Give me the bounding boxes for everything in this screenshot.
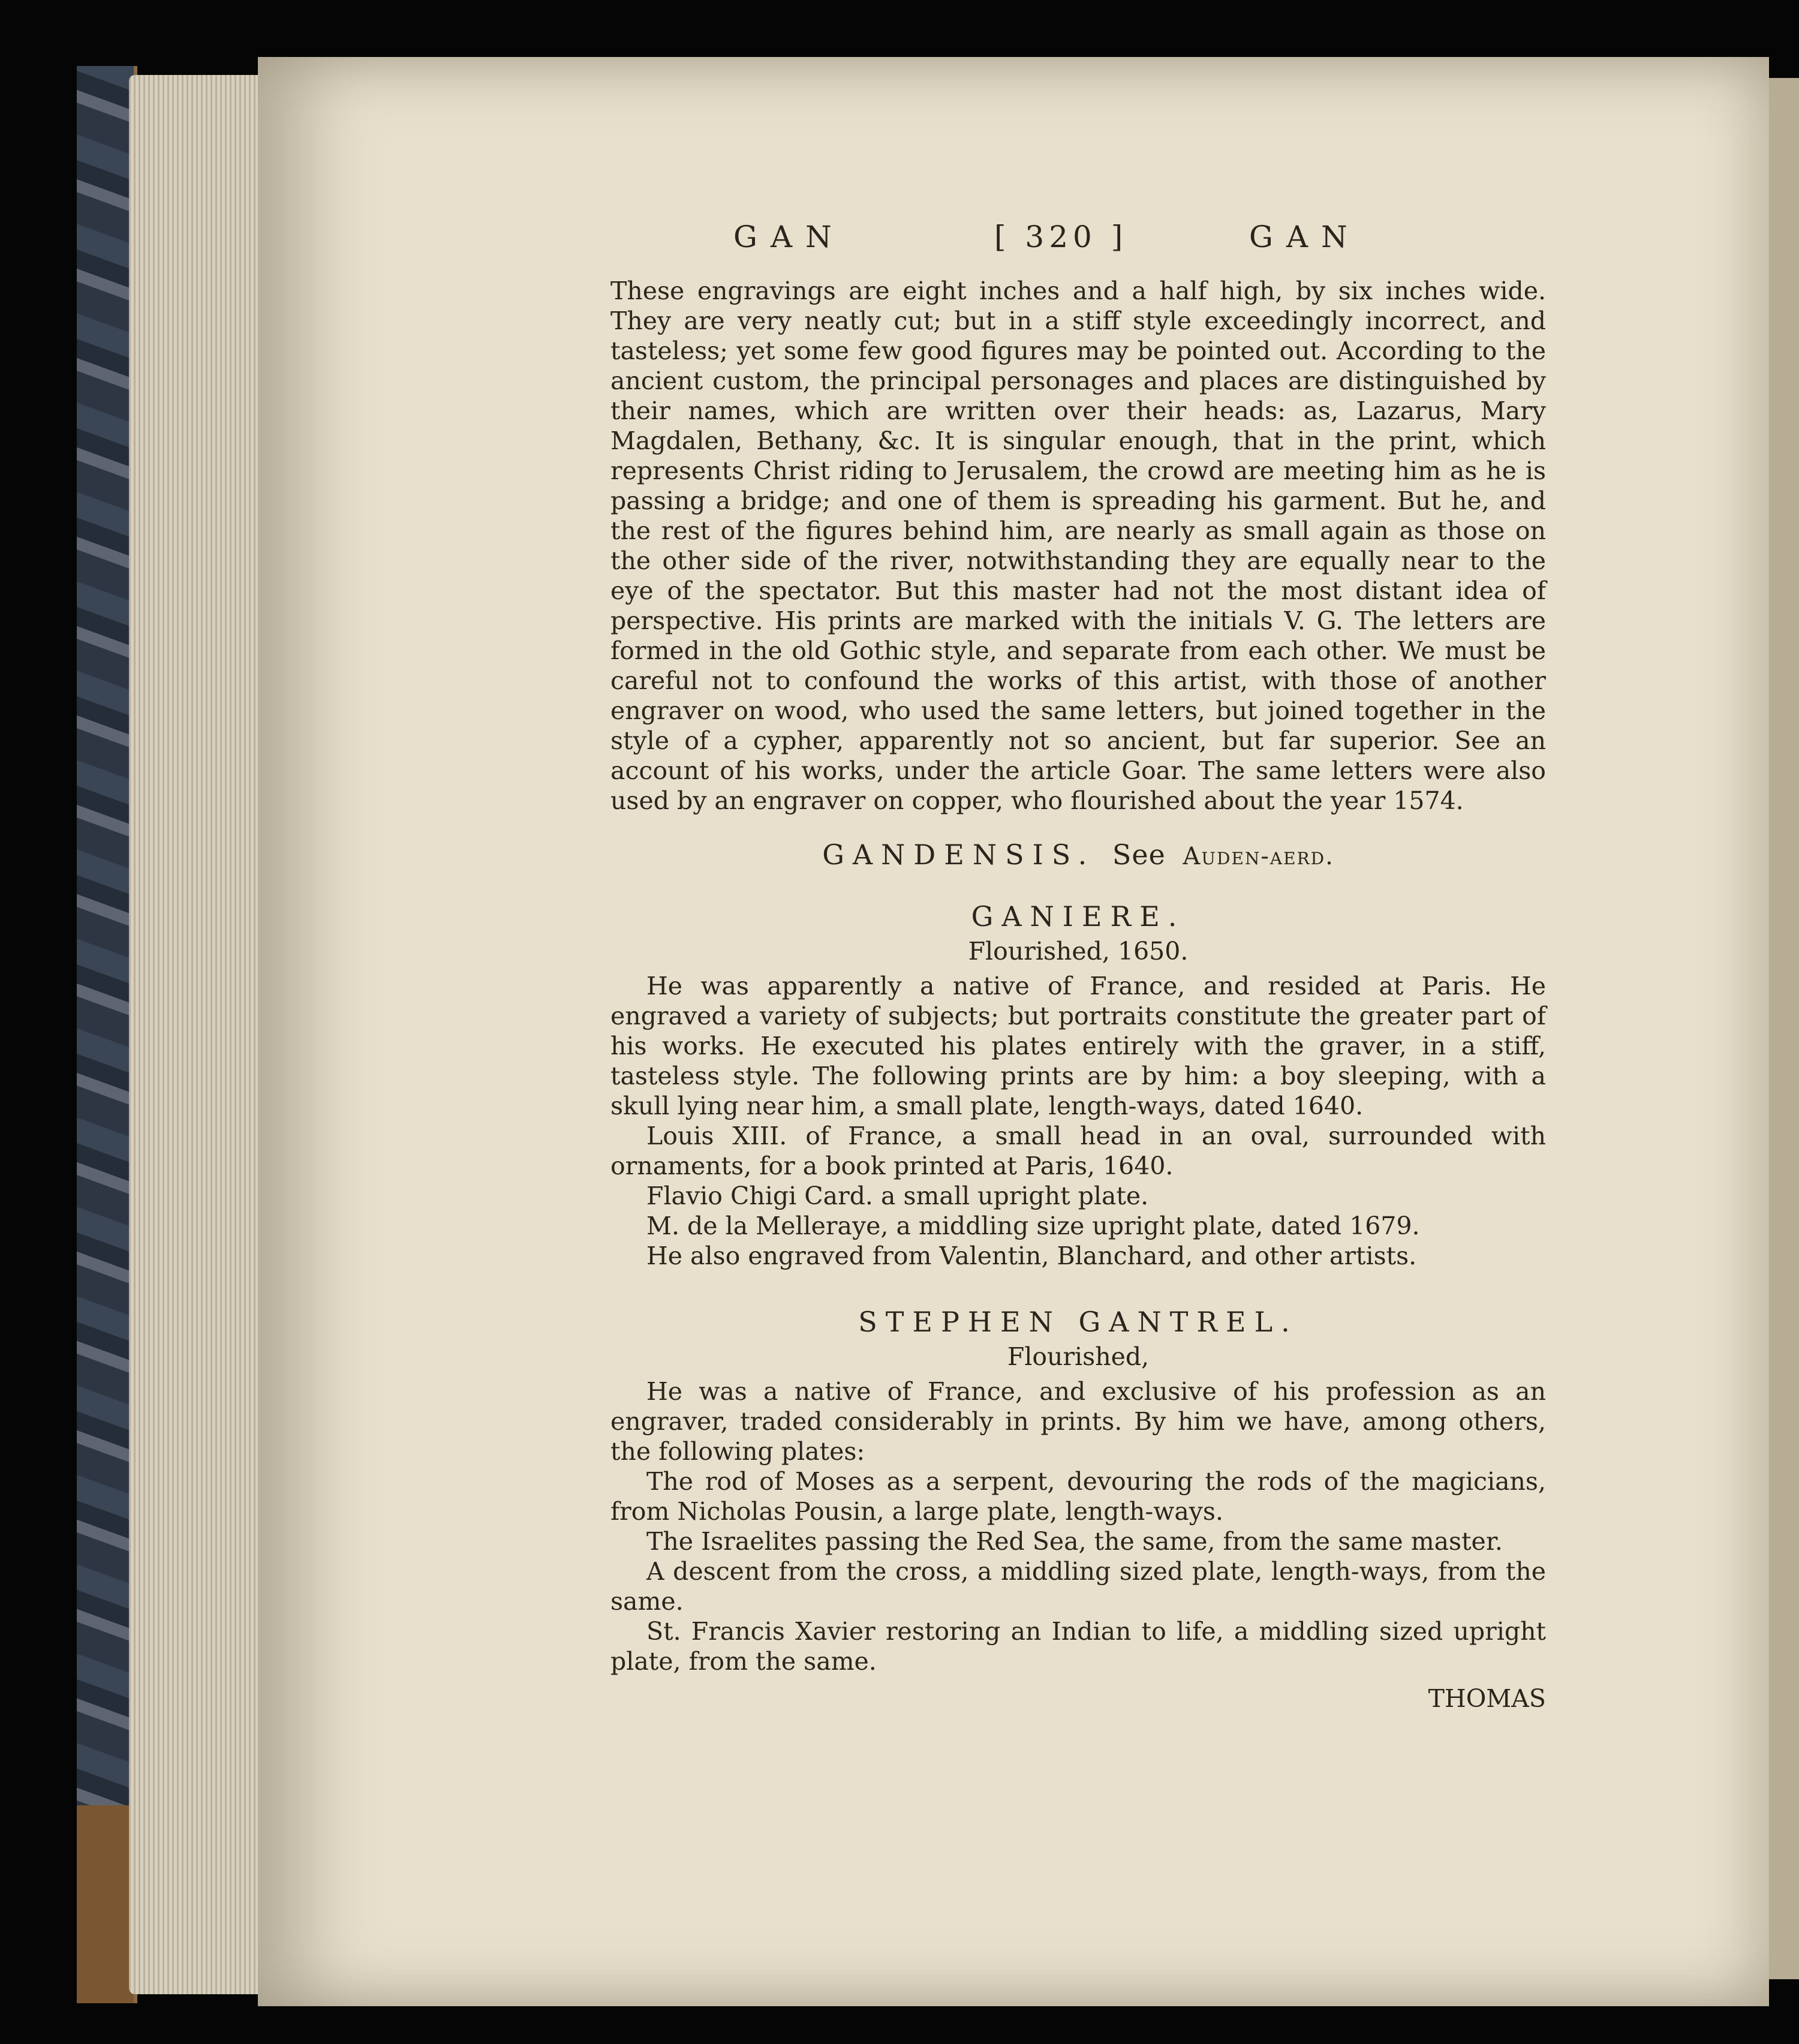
- page-number: [ 320 ]: [994, 220, 1128, 254]
- book-spine-bottom: [77, 1805, 134, 2003]
- ganiere-paragraph: He was apparently a native of France, and resided at Paris. He engraved a variety of subjects; but portraits constitute the greater part of his works. He executed his plates entirely with the graver, in a stiff, tasteless style. The following prints are by him: a boy sleeping, with a skull lying near him, a small plate, length-ways, dated 1640.: [610, 972, 1546, 1120]
- page-edges: [129, 75, 267, 1994]
- gantrel-paragraph: He was a native of France, and exclusive of his profession as an engraver, traded considerably in prints. By him we have, among others, the following plates:: [610, 1377, 1546, 1466]
- running-head-right: GAN: [1249, 220, 1361, 254]
- ganiere-paragraph: Louis XIII. of France, a small head in an oval, surrounded with ornaments, for a book printed at Paris, 1640.: [610, 1122, 1546, 1180]
- ganiere-flourished: Flourished, 1650.: [968, 937, 1189, 966]
- marbled-binding: [77, 66, 137, 2003]
- ganiere-heading: GANIERE.: [971, 900, 1186, 933]
- ganiere-paragraph: He also engraved from Valentin, Blanchard, and other artists.: [646, 1242, 1417, 1270]
- facing-page-edge: [1769, 78, 1799, 1979]
- gantrel-paragraph: A descent from the cross, a middling sized plate, length-ways, from the same.: [610, 1557, 1546, 1616]
- ganiere-paragraph: Flavio Chigi Card. a small upright plate.: [646, 1182, 1149, 1210]
- gandensis-reference: Auden-aerd.: [1183, 843, 1334, 870]
- gantrel-paragraph: The Israelites passing the Red Sea, the same, from the same master.: [646, 1527, 1503, 1556]
- intro-paragraph: These engravings are eight inches and a half high, by six inches wide. They are very neatly cut; but in a stiff style exceedingly incorrect, and tasteless; yet some few good figures may be pointed out. According to the ancient custom, the principal personages and places are distinguished by their names, which are written over their heads: as, Lazarus, Mary Magdalen, Bethany, &c. It is singular enough, that in the print, which represents Christ riding to Jerusalem, the crowd are meeting him as he is passing a bridge; and one of them is spreading his garment. But he, and the rest of the figures behind him, are nearly as small again as those on the other side of the river, notwithstanding they are equally near to the eye of the spectator. But this master had not the most distant idea of perspective. His prints are marked with the initials V. G. The letters are formed in the old Gothic style, and separate from each other. We must be careful not to confound the works of this artist, with those of another engraver on wood, who used the same letters, but joined together in the style of a cypher, apparently not so ancient, but far superior. See an account of his works, under the article Goar. The same letters were also used by an engraver on copper, who flourished about the year 1574.: [610, 276, 1546, 815]
- gantrel-heading: STEPHEN GANTREL.: [858, 1306, 1298, 1338]
- gantrel-flourished: Flourished,: [1007, 1342, 1150, 1371]
- gandensis-heading: [610, 840, 1546, 871]
- running-head-left: GAN: [733, 220, 845, 254]
- gantrel-paragraph: St. Francis Xavier restoring an Indian to life, a middling sized upright plate, from the same.: [610, 1617, 1546, 1676]
- gantrel-paragraph: The rod of Moses as a serpent, devouring the rods of the magicians, from Nicholas Pousin, a large plate, length-ways.: [610, 1467, 1546, 1526]
- page-text: [610, 222, 1546, 1714]
- catchword: THOMAS: [1428, 1684, 1546, 1713]
- gandensis-see: See: [1112, 838, 1166, 871]
- running-head: [610, 222, 1546, 276]
- ganiere-paragraph: M. de la Melleraye, a middling size upright plate, dated 1679.: [646, 1212, 1420, 1240]
- gandensis-name: GANDENSIS.: [822, 838, 1096, 871]
